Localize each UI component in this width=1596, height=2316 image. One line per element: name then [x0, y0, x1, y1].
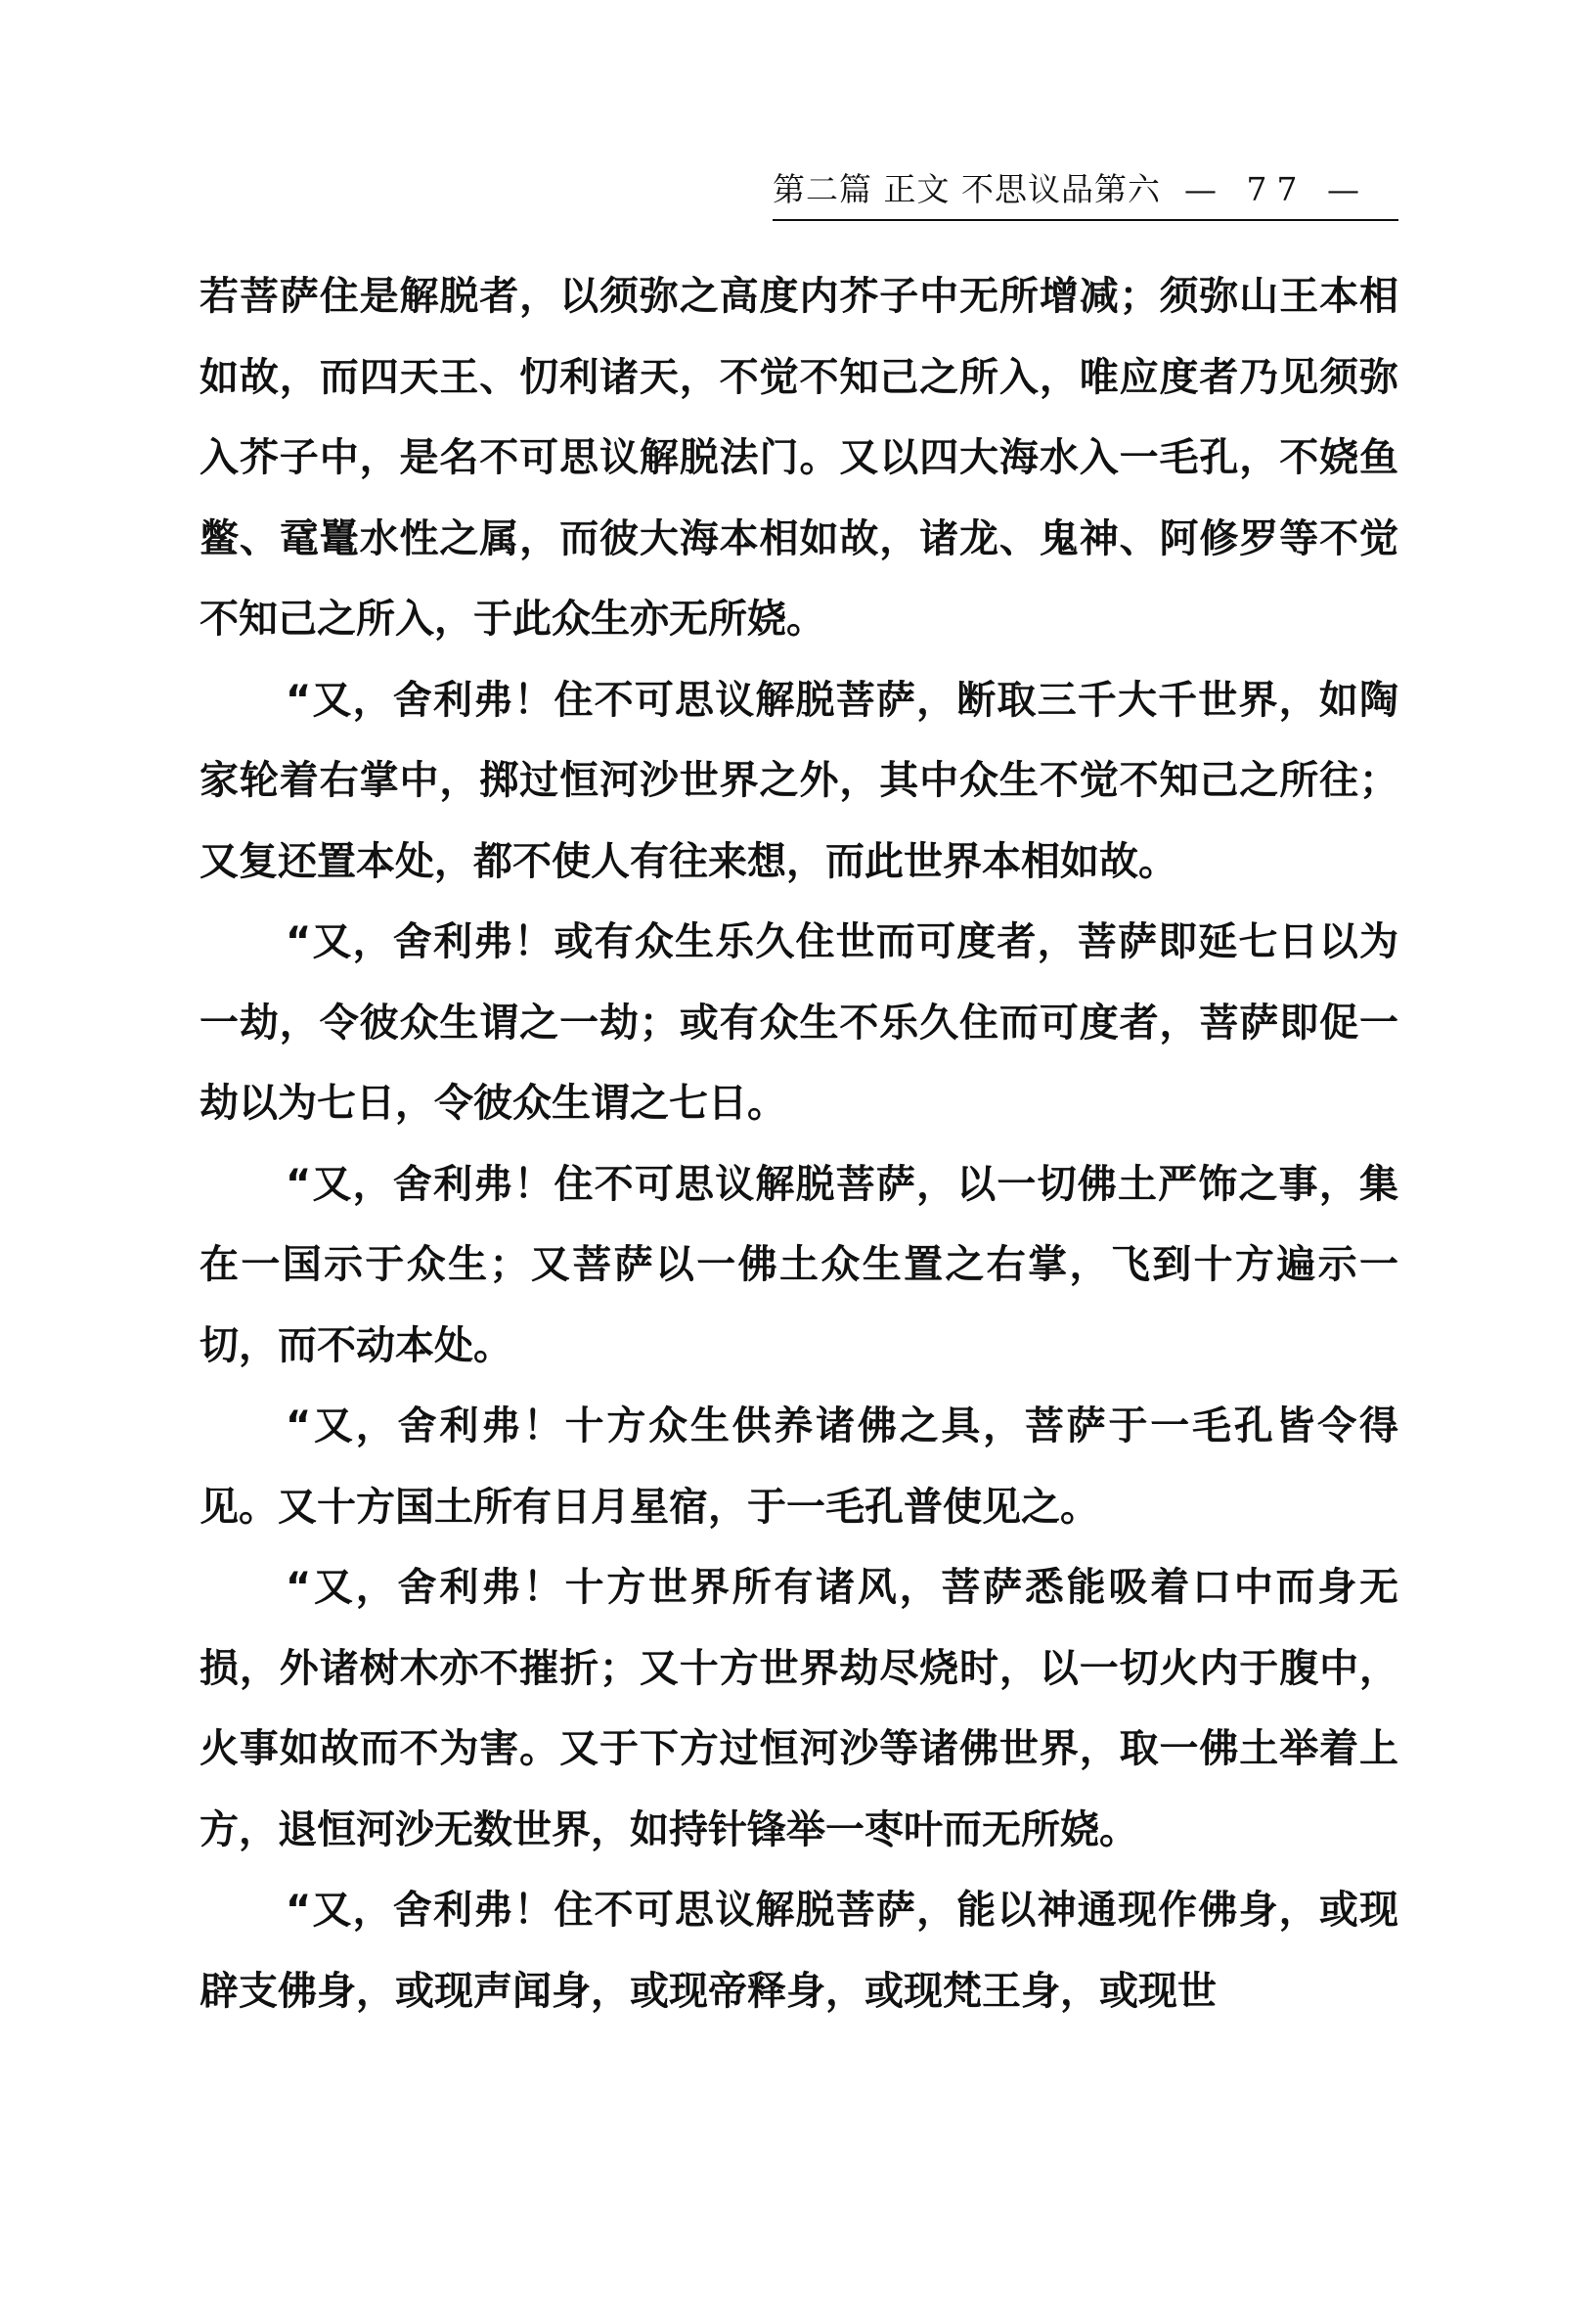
- paragraph: “又，舍利弗！住不可思议解脱菩萨，断取三千大千世界，如陶家轮着右掌中，掷过恒河沙世界之外，其中众生不觉不知己之所往；又复还置本处，都不使人有往来想，而此世界本相如故。: [200, 677, 1398, 884]
- paragraph: “又，舍利弗！住不可思议解脱菩萨，能以神通现作佛身，或现辟支佛身，或现声闻身，或现帝释身，或现梵王身，或现世: [200, 1888, 1398, 2014]
- paragraph: “又，舍利弗！住不可思议解脱菩萨，以一切佛土严饰之事，集在一国示于众生；又菩萨以一佛土众生置之右掌，飞到十方遍示一切，而不动本处。: [200, 1161, 1398, 1368]
- page-number: — 77 —: [1183, 170, 1369, 208]
- paragraph: “又，舍利弗！或有众生乐久住世而可度者，菩萨即延七日以为一劫，令彼众生谓之一劫；或有众生不乐久住而可度者，菩萨即促一劫以为七日，令彼众生谓之七日。: [200, 919, 1398, 1126]
- paragraph: 若菩萨住是解脱者，以须弥之高度内芥子中无所增减；须弥山王本相如故，而四天王、忉利诸天，不觉不知己之所入，唯应度者乃见须弥入芥子中，是名不可思议解脱法门。又以四大海水入一毛孔，不娆鱼鳖、鼋鼍水性之属，而彼大海本相如故，诸龙、鬼神、阿修罗等不觉不知己之所入，于此众生亦无所娆。: [200, 274, 1398, 642]
- chapter-title: 第二篇 正文 不思议品第六: [773, 170, 1161, 208]
- running-header: [773, 168, 1398, 221]
- paragraph: “又，舍利弗！十方世界所有诸风，菩萨悉能吸着口中而身无损，外诸树木亦不摧折；又十方世界劫尽烧时，以一切火内于腹中，火事如故而不为害。又于下方过恒河沙等诸佛世界，取一佛土举着上方，退恒河沙无数世界，如持针锋举一枣叶而无所娆。: [200, 1565, 1398, 1852]
- paragraph: “又，舍利弗！十方众生供养诸佛之具，菩萨于一毛孔皆令得见。又十方国土所有日月星宿，于一毛孔普使见之。: [200, 1403, 1398, 1530]
- body-text: [200, 256, 1398, 2031]
